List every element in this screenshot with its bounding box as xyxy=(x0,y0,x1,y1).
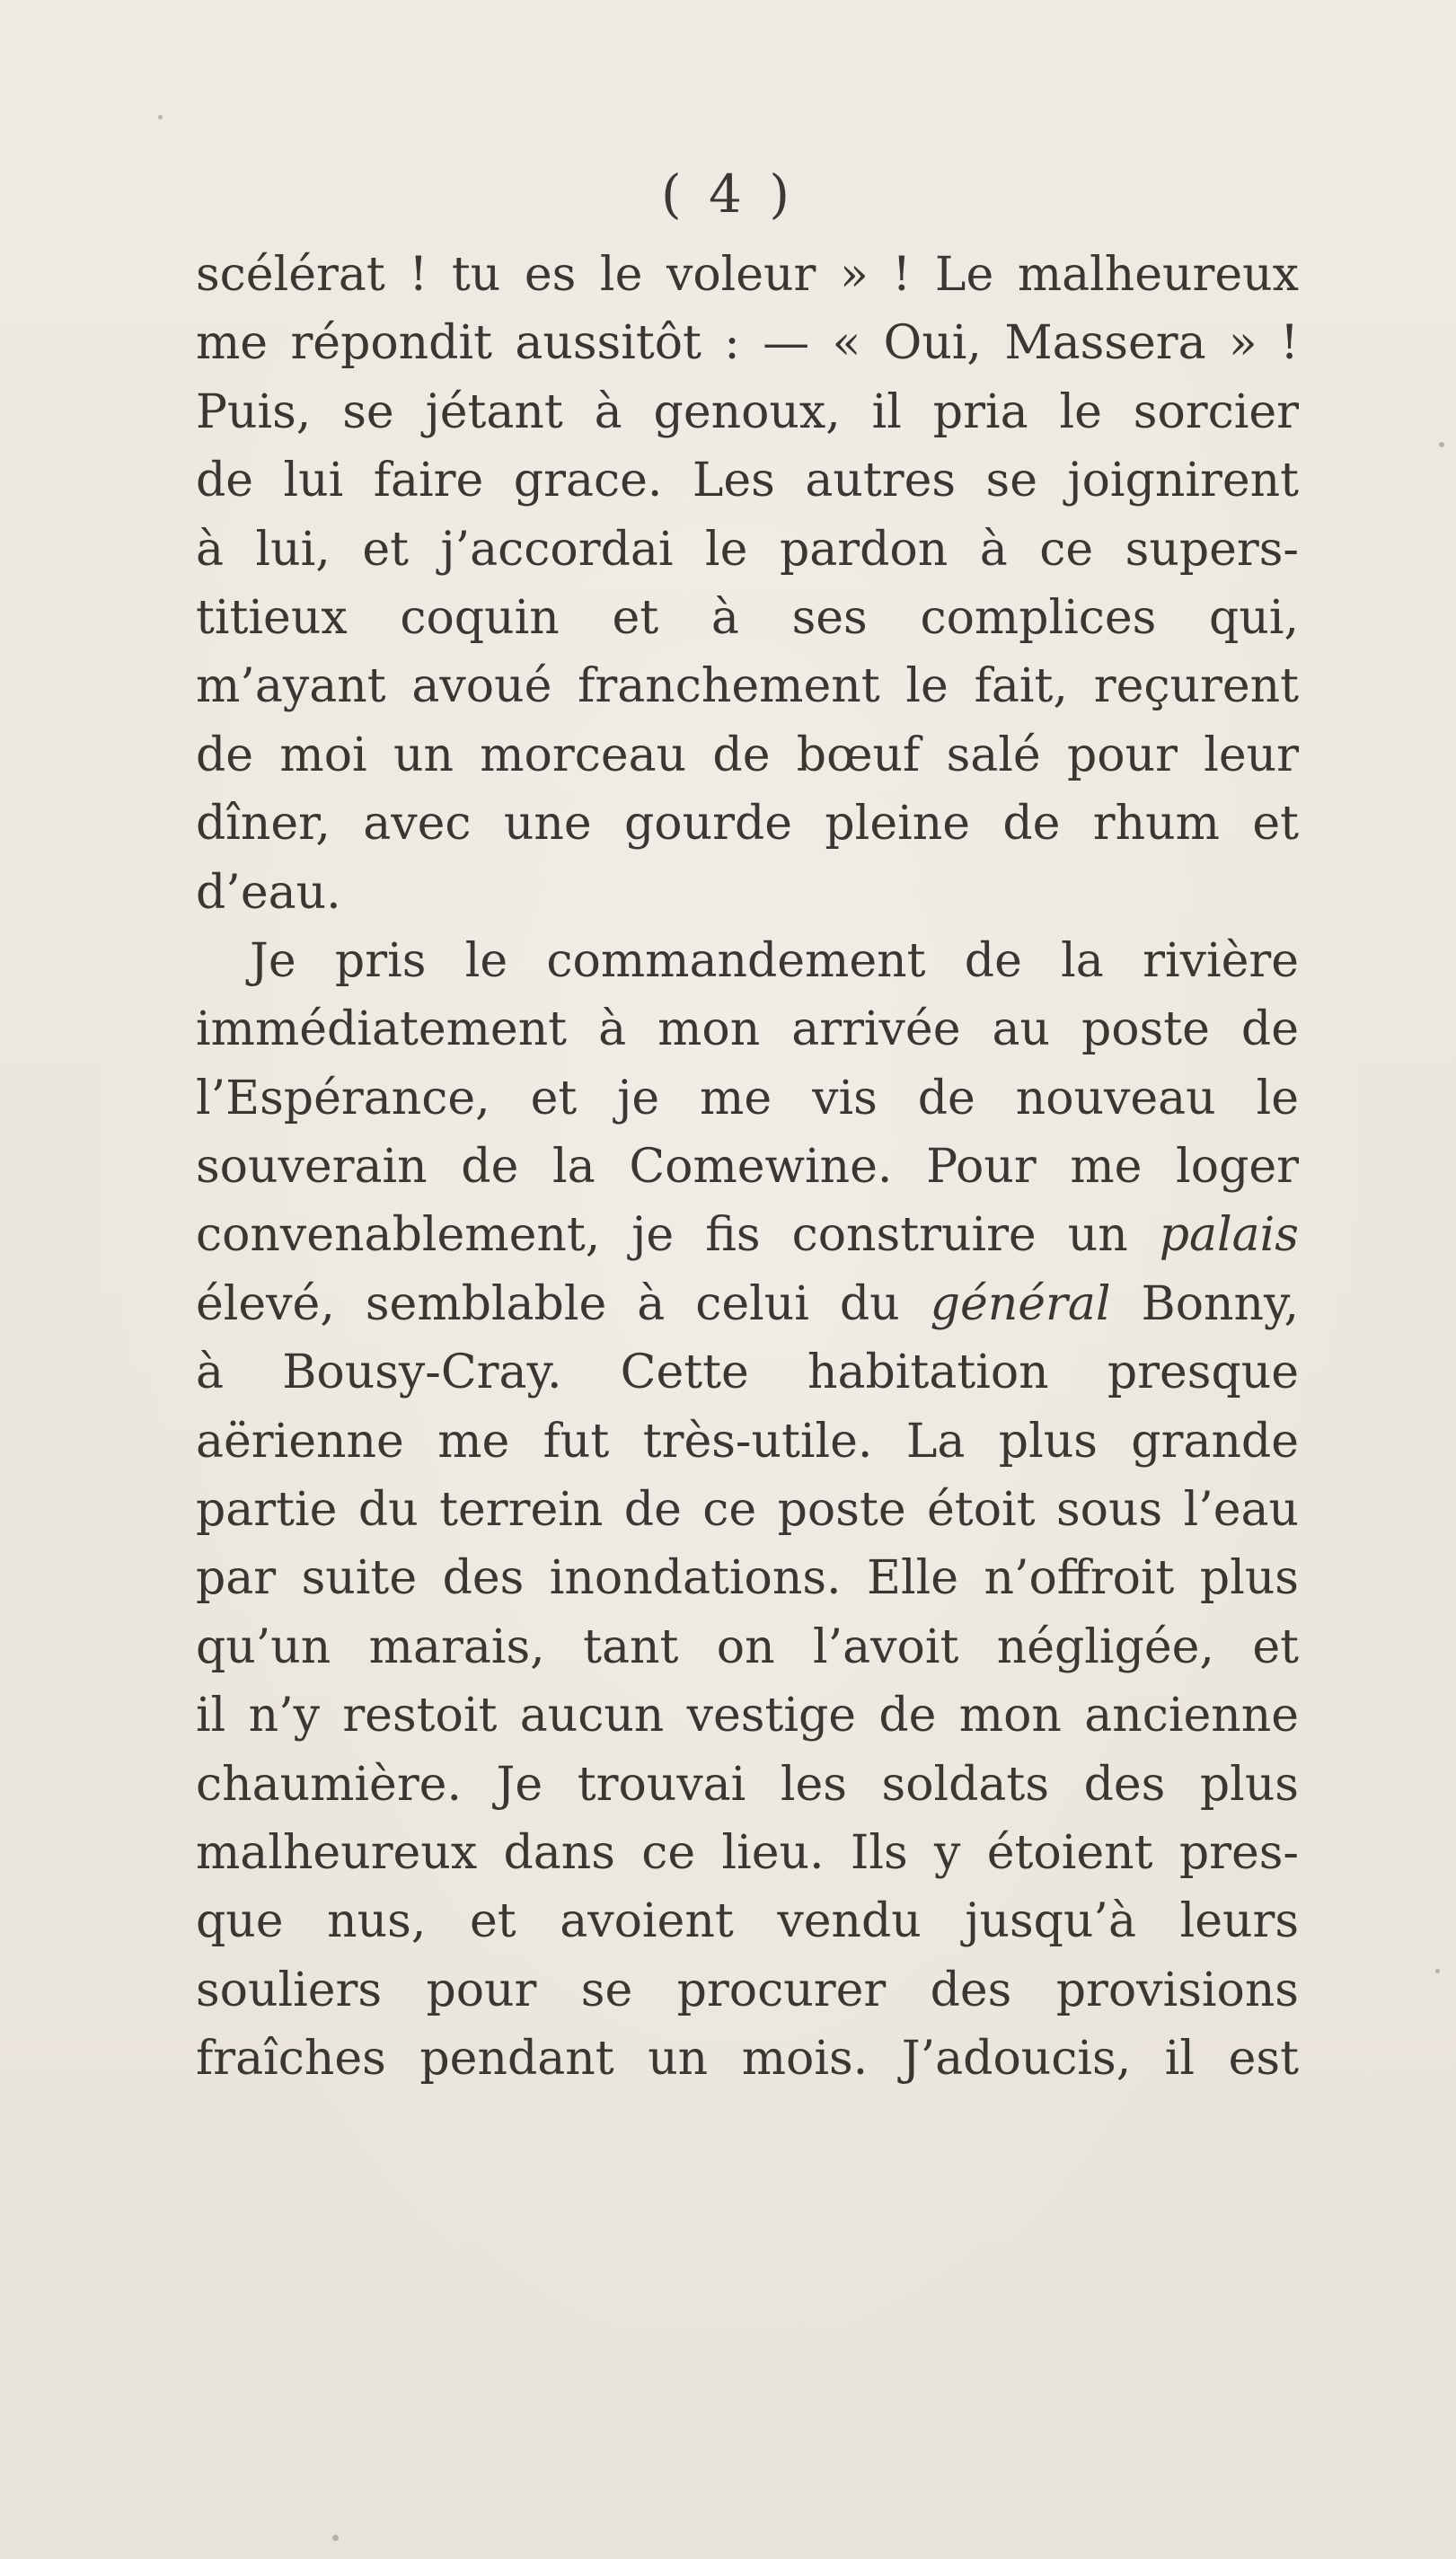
text-line: de lui faire grace. Les autres se joignirent xyxy=(196,454,1299,508)
text-line: de moi un morceau de bœuf salé pour leur xyxy=(196,728,1299,782)
text-line: dîner, avec une gourde pleine de rhum et xyxy=(196,797,1299,852)
text-line: que nus, et avoient vendu jusqu’à leurs xyxy=(196,1894,1299,1949)
text-line xyxy=(196,1201,1299,1269)
line-text: convenablement, je fis construire un xyxy=(196,1208,1160,1263)
paragraph-start-line: Je pris le commandement de la rivière xyxy=(250,933,1299,988)
body-text xyxy=(196,241,1299,2094)
text-line: scélérat ! tu es le voleur » ! Le malheureux xyxy=(196,248,1299,302)
text-line: qu’un marais, tant on l’avoit négligée, et xyxy=(196,1619,1299,1674)
text-line: à lui, et j’accordai le pardon à ce supers- xyxy=(196,522,1299,577)
text-line: Puis, se jétant à genoux, il pria le sorcier xyxy=(196,384,1299,439)
paper-speck xyxy=(158,115,163,119)
text-line: d’eau. xyxy=(196,865,341,920)
paper-speck xyxy=(332,2535,339,2541)
line-text: Bonny, xyxy=(1110,1276,1299,1331)
text-line: chaumière. Je trouvai les soldats des plus xyxy=(196,1757,1299,1812)
italic-word: général xyxy=(930,1276,1111,1331)
text-line: aërienne me fut très-utile. La plus grande xyxy=(196,1414,1299,1469)
text-line: souverain de la Comewine. Pour me loger xyxy=(196,1140,1299,1195)
text-line: fraîches pendant un mois. J’adoucis, il est xyxy=(196,2032,1299,2087)
text-line: titieux coquin et à ses complices qui, xyxy=(196,590,1299,645)
text-line: malheureux dans ce lieu. Ils y étoient pres- xyxy=(196,1825,1299,1880)
text-line xyxy=(196,1270,1299,1338)
text-line: souliers pour se procurer des provisions xyxy=(196,1963,1299,2017)
text-line: par suite des inondations. Elle n’offroit plus xyxy=(196,1551,1299,1606)
text-line: immédiatement à mon arrivée au poste de xyxy=(196,1002,1299,1057)
italic-word: palais xyxy=(1159,1208,1299,1263)
line-text: élevé, semblable à celui du xyxy=(196,1276,931,1331)
text-line: m’ayant avoué franchement le fait, reçurent xyxy=(196,659,1299,714)
text-line: il n’y restoit aucun vestige de mon ancienne xyxy=(196,1689,1299,1743)
text-line: partie du terrein de ce poste étoit sous l’eau xyxy=(196,1483,1299,1538)
paper-speck xyxy=(1435,1969,1440,1973)
text-line: à Bousy-Cray. Cette habitation presque xyxy=(196,1346,1299,1400)
text-line: me répondit aussitôt : — « Oui, Massera » ! xyxy=(196,316,1299,371)
page-number: ( 4 ) xyxy=(660,163,796,225)
paper-speck xyxy=(1439,442,1444,447)
text-line: l’Espérance, et je me vis de nouveau le xyxy=(196,1071,1299,1125)
